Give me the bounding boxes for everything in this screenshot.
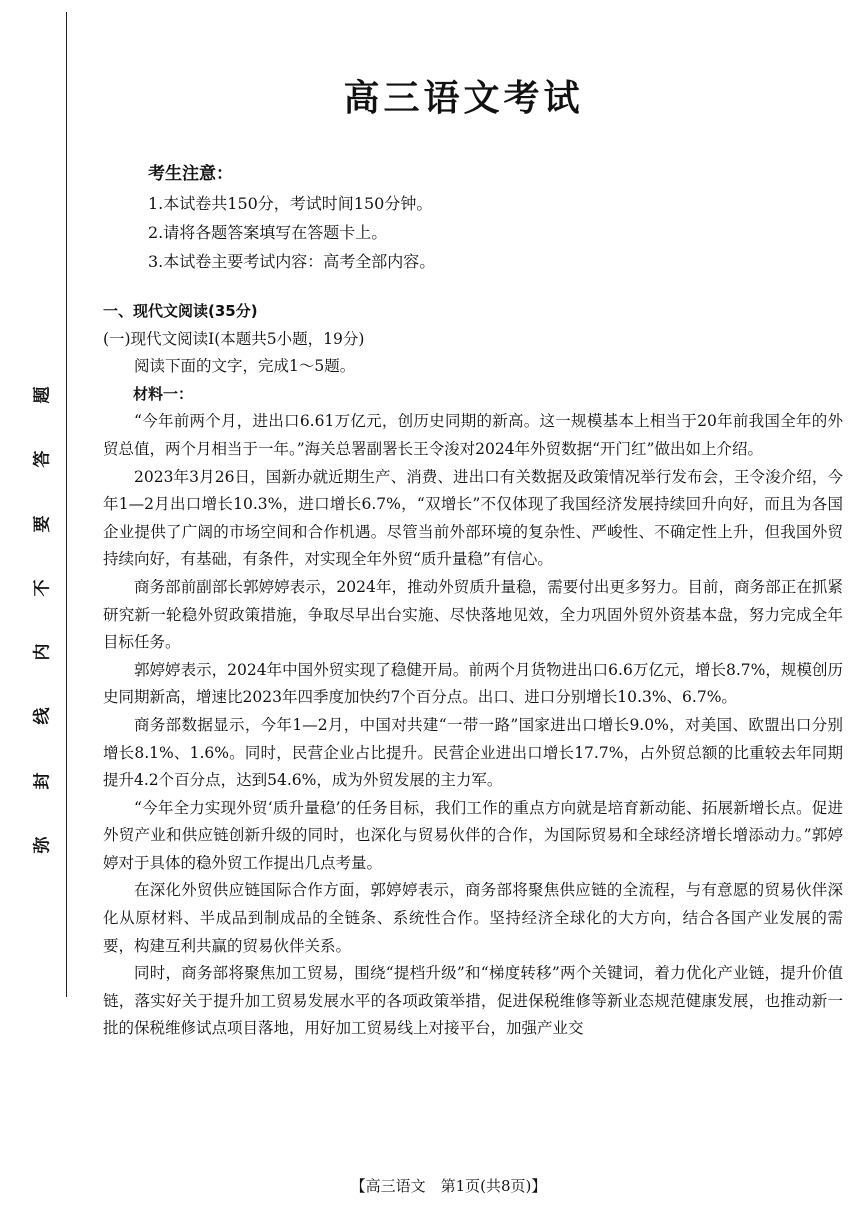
exam-notice <box>148 160 435 276</box>
reading-section <box>103 298 843 1043</box>
paragraph: 商务部前副部长郭婷婷表示，2024年，推动外贸质升量稳，需要付出更多努力。目前，商务部正在抓紧研究新一轮稳外贸政策措施，争取尽早出台实施、尽快落地见效，全力巩固外贸外资基本盘，努力完成全年目标任务。 <box>103 577 843 652</box>
paragraph: “今年全力实现外贸‘质升量稳’的任务目标，我们工作的重点方向就是培育新动能、拓展新增长点。促进外贸产业和供应链创新升级的同时，也深化与贸易伙伴的合作，为国际贸易和全球经济增长增添动力。”郭婷婷对于具体的稳外贸工作提出几点考量。 <box>103 798 843 872</box>
page-footer: 【高三语文 第1页(共8页)】 <box>350 1177 547 1195</box>
paragraph: “今年前两个月，进出口6.61万亿元，创历史同期的新高。这一规模基本上相当于20年前我国全年的外贸总值，两个月相当于一年。”海关总署副署长王令浚对2024年外贸数据“开门红”做出如上介绍。 <box>103 412 843 458</box>
subsection-heading: (一)现代文阅读Ⅰ(本题共5小题，19分) <box>103 329 365 348</box>
binding-char: 线 <box>32 707 52 725</box>
notice-title: 考生注意： <box>148 164 233 184</box>
binding-margin-text <box>30 385 54 855</box>
paragraph: 2023年3月26日，国新办就近期生产、消费、进出口有关数据及政策情况举行发布会，王令浚介绍，今年1—2月出口增长10.3%，进口增长6.7%，“双增长”不仅体现了我国经济发展持续回升向好，而且为各国企业提供了广阔的市场空间和合作机遇。尽管当前外部环境的复杂性、严峻性、不确定性上升，但我国外贸持续向好，有基础，有条件，对实现全年外贸“质升量稳”有信心。 <box>103 467 843 569</box>
notice-item: 2.请将各题答案填写在答题卡上。 <box>148 223 388 242</box>
notice-item: 1.本试卷共150分，考试时间150分钟。 <box>148 194 433 213</box>
section-heading: 一、现代文阅读(35分) <box>103 302 258 320</box>
binding-char: 要 <box>32 515 52 533</box>
binding-char: 题 <box>32 386 52 404</box>
paragraph: 同时，商务部将聚焦加工贸易，围绕“提档升级”和“梯度转移”两个关键词，着力优化产业链，提升价值链，落实好关于提升加工贸易发展水平的各项政策举措，促进保税维修等新业态规范健康发展，也推动新一批的保税维修试点项目落地，用好加工贸易线上对接平台，加强产业交 <box>103 964 843 1038</box>
binding-char: 封 <box>32 772 52 790</box>
notice-item: 3.本试卷主要考试内容：高考全部内容。 <box>148 252 436 271</box>
paragraph: 郭婷婷表示，2024年中国外贸实现了稳健开局。前两个月货物进出口6.6万亿元，增长8.7%，规模创历史同期新高，增速比2023年四季度加快约7个百分点。出口、进口分别增长10.3%、6.7%。 <box>103 660 843 707</box>
paragraph: 在深化外贸供应链国际合作方面，郭婷婷表示，商务部将聚焦供应链的全流程，与有意愿的贸易伙伴深化从原材料、半成品到制成品的全链条、系统性合作。坚持经济全球化的大方向，结合各国产业发展的需要，构建互利共赢的贸易伙伴关系。 <box>103 881 843 955</box>
binding-char: 不 <box>32 579 52 597</box>
material-heading: 材料一： <box>133 384 194 403</box>
page-title: 高三语文考试 <box>343 78 584 119</box>
binding-char: 内 <box>32 643 52 661</box>
instruction-text: 阅读下面的文字，完成1～5题。 <box>134 357 356 376</box>
binding-char: 弥 <box>32 836 52 854</box>
binding-char: 答 <box>32 450 52 468</box>
paragraph: 商务部数据显示，今年1—2月，中国对共建“一带一路”国家进出口增长9.0%，对美国、欧盟出口分别增长8.1%、1.6%。同时，民营企业占比提升。民营企业进出口增长17.7%，占外贸总额的比重较去年同期提升4.2个百分点，达到54.6%，成为外贸发展的主力军。 <box>103 715 843 790</box>
binding-line <box>66 12 67 997</box>
